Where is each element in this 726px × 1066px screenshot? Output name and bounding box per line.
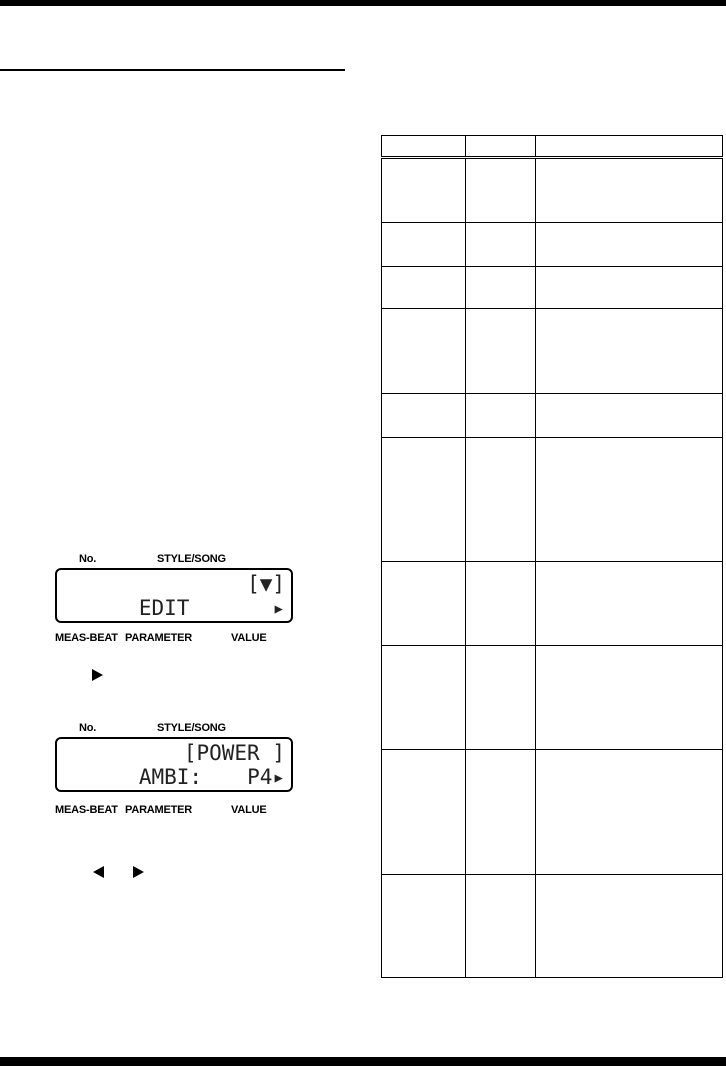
lcd-line-2 <box>63 765 285 789</box>
table-cell <box>466 750 536 875</box>
table-cell <box>466 267 536 309</box>
table-header-cell <box>536 136 723 158</box>
table-row <box>382 267 723 309</box>
lcd-line-1-right: [POWER ] <box>183 741 285 765</box>
table-cell <box>382 562 466 646</box>
label-style-song: STYLE/SONG <box>157 722 226 734</box>
table-row <box>382 875 723 978</box>
table-cell <box>466 875 536 978</box>
table-cell <box>466 438 536 562</box>
bottom-bar <box>0 1057 726 1066</box>
table-header-cell <box>466 136 536 158</box>
label-value: VALUE <box>231 804 267 816</box>
label-style-song: STYLE/SONG <box>157 553 226 565</box>
table-cell <box>536 394 723 438</box>
lcd-line-1 <box>63 572 285 620</box>
right-arrow-icon <box>133 866 144 878</box>
table-cell <box>382 750 466 875</box>
lcd-line-2-right: P4▸ <box>247 765 285 789</box>
table-row <box>382 750 723 875</box>
table-cell <box>536 267 723 309</box>
table-cell <box>466 394 536 438</box>
lcd-screen <box>55 737 293 792</box>
label-parameter: PARAMETER <box>125 804 193 816</box>
label-meas-beat: MEAS-BEAT <box>55 804 118 816</box>
lcd-line-2 <box>63 596 285 620</box>
table-cell <box>466 562 536 646</box>
top-bar <box>0 0 726 6</box>
lcd-line-2-right: ▸ <box>272 596 285 620</box>
label-value: VALUE <box>231 632 267 644</box>
label-no: No. <box>79 722 97 734</box>
lcd-line-1-right: [▼] <box>247 572 285 596</box>
section-rule <box>0 69 345 71</box>
lcd-screen <box>55 568 293 623</box>
label-meas-beat: MEAS-BEAT <box>55 632 118 644</box>
table-cell <box>382 267 466 309</box>
table-cell <box>536 875 723 978</box>
table-cell <box>536 646 723 750</box>
table-row <box>382 562 723 646</box>
table-cell <box>382 875 466 978</box>
table-cell <box>382 223 466 267</box>
table-cell <box>466 646 536 750</box>
parameter-table <box>381 135 723 978</box>
table-header-row <box>382 136 723 158</box>
lcd-line-1-left: EDIT <box>138 596 190 620</box>
lcd-line-2-left <box>139 789 215 792</box>
table-cell <box>382 394 466 438</box>
table-cell <box>466 223 536 267</box>
table-cell <box>466 309 536 394</box>
table-cell <box>382 309 466 394</box>
table-cell <box>466 158 536 223</box>
table-cell <box>382 158 466 223</box>
table-row <box>382 394 723 438</box>
table-cell <box>536 223 723 267</box>
table-cell <box>536 750 723 875</box>
left-arrow-icon <box>93 866 104 878</box>
table-cell <box>382 438 466 562</box>
table-row <box>382 158 723 223</box>
table-row <box>382 646 723 750</box>
table-cell <box>536 309 723 394</box>
label-parameter: PARAMETER <box>125 632 193 644</box>
table-row <box>382 223 723 267</box>
label-no: No. <box>79 553 97 565</box>
table-row <box>382 309 723 394</box>
lcd-line-1-left: AMBI: <box>138 765 203 789</box>
table-cell <box>536 158 723 223</box>
lcd-line-2-left <box>139 620 278 623</box>
table-cell <box>382 646 466 750</box>
table-header-cell <box>382 136 466 158</box>
table-cell <box>536 438 723 562</box>
table-row <box>382 438 723 562</box>
table-cell <box>536 562 723 646</box>
right-arrow-icon <box>92 669 103 681</box>
